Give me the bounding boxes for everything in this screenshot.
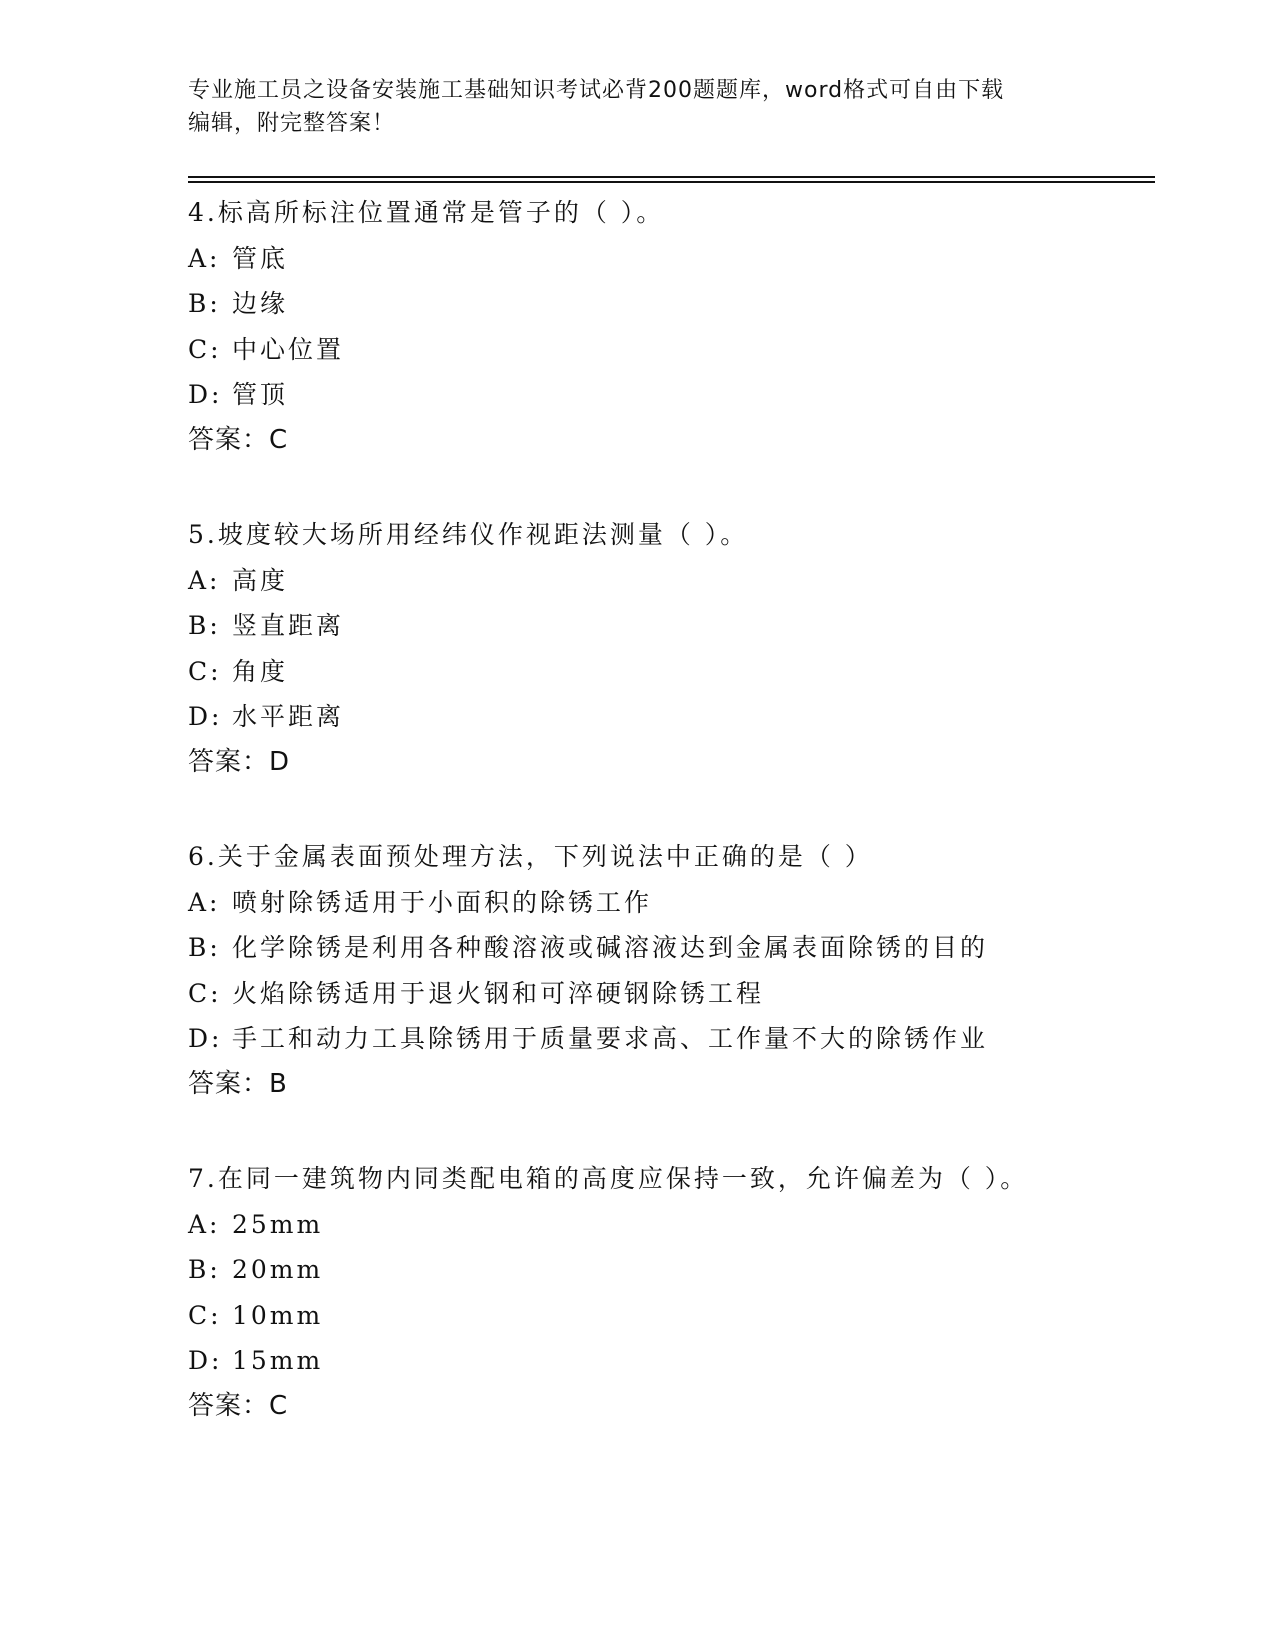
option-a (188, 1202, 1188, 1248)
question-7 (188, 1156, 1188, 1429)
option-text: 喷射除锈适用于小面积的除锈工作 (232, 887, 653, 917)
header-line-1: 专业施工员之设备安装施工基础知识考试必背200题题库，word格式可自由下载 (188, 78, 1005, 103)
answer: 答案：C (188, 424, 289, 455)
option-c (188, 971, 1188, 1017)
question-stem: 7.在同一建筑物内同类配电箱的高度应保持一致，允许偏差为（ ）。 (188, 1164, 1029, 1193)
question-stem: 6.关于金属表面预处理方法，下列说法中正确的是（ ） (188, 842, 873, 871)
question-stem: 5.坡度较大场所用经纬仪作视距法测量（ ）。 (188, 520, 749, 549)
option-letter: B: (188, 1255, 221, 1284)
header-line-2: 编辑，附完整答案！ (188, 111, 396, 136)
option-b (188, 603, 1188, 649)
document-header (188, 74, 1088, 140)
question-5 (188, 512, 1188, 785)
option-a (188, 236, 1188, 282)
option-b (188, 925, 1188, 971)
option-text: 手工和动力工具除锈用于质量要求高、工作量不大的除锈作业 (232, 1024, 989, 1053)
option-text: 20mm (232, 1255, 324, 1284)
option-c (188, 327, 1188, 373)
option-d (188, 1338, 1188, 1384)
option-text: 25mm (232, 1209, 324, 1239)
answer: 答案：C (188, 1390, 289, 1421)
option-a (188, 558, 1188, 604)
option-letter: A: (188, 243, 221, 273)
answer: 答案：D (188, 746, 291, 777)
option-text: 管顶 (232, 380, 289, 409)
question-4 (188, 190, 1188, 463)
question-stem: 4.标高所标注位置通常是管子的（ ）。 (188, 198, 665, 227)
option-d (188, 372, 1188, 418)
option-c (188, 1293, 1188, 1339)
answer: 答案：B (188, 1068, 288, 1099)
option-letter: A: (188, 565, 221, 595)
option-letter: D: (188, 380, 223, 409)
option-letter: D: (188, 1346, 223, 1375)
option-letter: D: (188, 1024, 223, 1053)
option-b (188, 1247, 1188, 1293)
option-d (188, 1016, 1188, 1062)
option-letter: B: (188, 611, 221, 640)
option-text: 水平距离 (232, 702, 345, 731)
option-text: 化学除锈是利用各种酸溶液或碱溶液达到金属表面除锈的目的 (232, 933, 989, 962)
option-text: 边缘 (232, 289, 289, 318)
option-text: 高度 (232, 565, 289, 595)
header-rule-bottom (188, 181, 1155, 183)
option-text: 15mm (232, 1346, 324, 1375)
option-text: 火焰除锈适用于退火钢和可淬硬钢除锈工程 (232, 978, 765, 1008)
option-letter: B: (188, 289, 221, 318)
option-text: 10mm (232, 1300, 324, 1330)
option-letter: D: (188, 702, 223, 731)
option-letter: C: (188, 334, 222, 364)
option-text: 管底 (232, 243, 289, 273)
option-letter: C: (188, 656, 222, 686)
question-6 (188, 834, 1188, 1107)
option-letter: C: (188, 1300, 222, 1330)
option-text: 竖直距离 (232, 611, 345, 640)
option-letter: A: (188, 1209, 221, 1239)
option-b (188, 281, 1188, 327)
option-text: 角度 (232, 656, 289, 686)
option-letter: B: (188, 933, 221, 962)
question-list (188, 190, 1188, 1478)
option-d (188, 694, 1188, 740)
option-text: 中心位置 (232, 334, 345, 364)
option-letter: C: (188, 978, 222, 1008)
option-letter: A: (188, 887, 221, 917)
header-rule-top (188, 176, 1155, 178)
option-a (188, 880, 1188, 926)
option-c (188, 649, 1188, 695)
